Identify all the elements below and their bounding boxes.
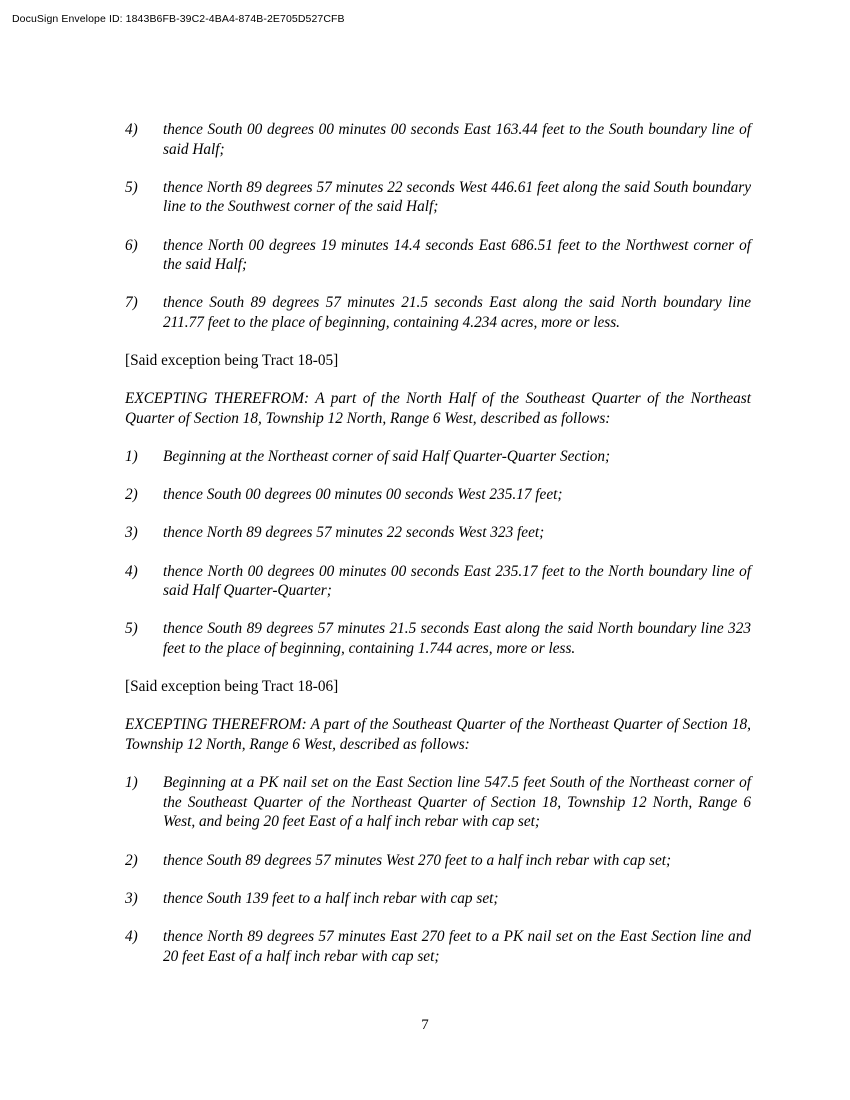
course-number: 5) — [125, 620, 138, 638]
page-number: 7 — [421, 1017, 429, 1033]
course-item — [125, 120, 751, 159]
course-number: 2) — [125, 851, 138, 869]
legal-description-body — [125, 120, 751, 985]
course-number: 4) — [125, 927, 138, 945]
course-text: Beginning at a PK nail set on the East Section line 547.5 feet South of the Northeast corner of the Southeast Quarter of the Northeast Quarter of Section 18, Township 12 North, Range 6 West, and being 20 feet East of a half inch rebar with cap set; — [163, 774, 751, 831]
course-item — [125, 851, 751, 871]
course-text: thence North 00 degrees 00 minutes 00 seconds East 235.17 feet to the North boundary line of said Half Quarter-Quarter; — [163, 562, 751, 600]
course-item — [125, 619, 751, 658]
course-text: thence South 00 degrees 00 minutes 00 seconds West 235.17 feet; — [163, 486, 563, 504]
course-text: thence South 89 degrees 57 minutes West 270 feet to a half inch rebar with cap set; — [163, 851, 672, 869]
excepting-paragraph: EXCEPTING THEREFROM: A part of the Southeast Quarter of the Northeast Quarter of Section 18, Township 12 North, Range 6 West, described as follows: — [125, 716, 751, 753]
course-text: thence North 89 degrees 57 minutes East 270 feet to a PK nail set on the East Section line and 20 feet East of a half inch rebar with cap set; — [163, 927, 751, 965]
course-number: 7) — [125, 294, 138, 312]
course-item — [125, 927, 751, 966]
course-text: thence North 89 degrees 57 minutes 22 seconds West 323 feet; — [163, 524, 545, 542]
course-item — [125, 562, 751, 601]
course-item — [125, 523, 751, 543]
course-number: 1) — [125, 774, 138, 792]
course-item — [125, 447, 751, 467]
course-number: 3) — [125, 889, 138, 907]
tract-note: [Said exception being Tract 18-06] — [125, 678, 339, 696]
course-number: 5) — [125, 178, 138, 196]
course-number: 2) — [125, 486, 138, 504]
course-text: thence South 139 feet to a half inch rebar with cap set; — [163, 889, 499, 907]
course-text: Beginning at the Northeast corner of said Half Quarter-Quarter Section; — [163, 448, 611, 466]
course-number: 4) — [125, 562, 138, 580]
course-text: thence North 00 degrees 19 minutes 14.4 seconds East 686.51 feet to the Northwest corner of the said Half; — [163, 236, 751, 274]
course-text: thence South 89 degrees 57 minutes 21.5 seconds East along the said North boundary line 323 feet to the place of beginning, containing 1.744 acres, more or less. — [163, 620, 751, 658]
course-number: 1) — [125, 448, 138, 466]
course-number: 6) — [125, 236, 138, 254]
docusign-envelope-id: DocuSign Envelope ID: 1843B6FB-39C2-4BA4-874B-2E705D527CFB — [12, 13, 345, 25]
course-text: thence South 89 degrees 57 minutes 21.5 seconds East along the said North boundary line 211.77 feet to the place of beginning, containing 4.234 acres, more or less. — [163, 294, 751, 331]
course-number: 3) — [125, 524, 138, 542]
course-item — [125, 236, 751, 275]
course-text: thence South 00 degrees 00 minutes 00 seconds East 163.44 feet to the South boundary line of said Half; — [163, 121, 751, 158]
excepting-paragraph: EXCEPTING THEREFROM: A part of the North Half of the Southeast Quarter of the Northeast Quarter of Section 18, Township 12 North, Range 6 West, described as follows: — [125, 390, 751, 427]
course-item — [125, 773, 751, 832]
course-text: thence North 89 degrees 57 minutes 22 seconds West 446.61 feet along the said South boundary line to the Southwest corner of the said Half; — [163, 178, 751, 216]
course-number: 4) — [125, 121, 138, 138]
course-item — [125, 178, 751, 217]
tract-note: [Said exception being Tract 18-05] — [125, 352, 339, 370]
course-item — [125, 889, 751, 909]
course-item — [125, 293, 751, 332]
course-item — [125, 485, 751, 505]
